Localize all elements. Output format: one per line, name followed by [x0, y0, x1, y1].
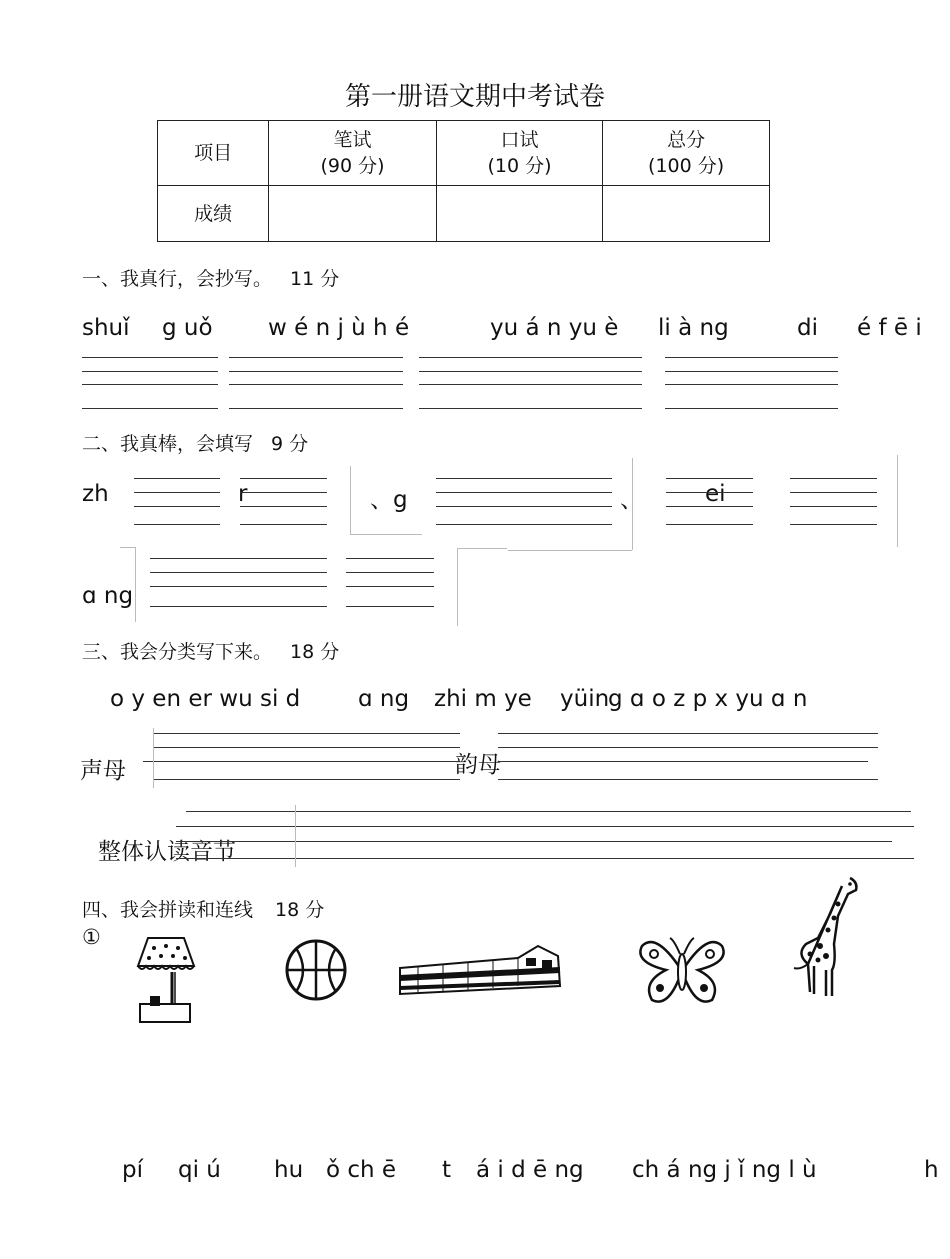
letters-group-5: g ɑ o z p x yu ɑ n: [608, 686, 808, 712]
row-label-score: 成绩: [158, 186, 269, 242]
train-icon: [398, 938, 562, 998]
pinyin-1: shuǐ: [82, 315, 130, 341]
score-cell-written[interactable]: [269, 186, 436, 242]
pinyin-t: t: [442, 1157, 452, 1183]
pinyin-qiu: qi ú: [178, 1157, 221, 1183]
score-cell-oral[interactable]: [436, 186, 602, 242]
pinyin-7: é f ē i: [857, 315, 922, 341]
fill-item-comma: 、: [620, 487, 643, 513]
basketball-icon: [284, 938, 348, 1002]
pinyin-aideng: á i d ē ng: [476, 1157, 584, 1183]
label-yunmu: 韵母: [455, 752, 501, 778]
header-total: 总分 (100 分): [603, 121, 770, 186]
fill-item-g: 、g: [370, 487, 408, 513]
butterfly-icon: [636, 932, 728, 1006]
pinyin-hu: hu: [274, 1157, 304, 1183]
fill-item-ei: ei: [705, 481, 726, 507]
letters-group-3: zhi m ye: [434, 686, 532, 712]
pinyin-5: li à ng: [658, 315, 729, 341]
section1-heading: 一、我真行，会抄写。 11 分: [82, 268, 340, 290]
label-zhengti: 整体认读音节: [98, 839, 236, 865]
score-cell-total[interactable]: [603, 186, 770, 242]
pinyin-6: di: [797, 315, 818, 341]
fill-item-ang: ɑ ng: [82, 583, 134, 609]
section3-heading: 三、我会分类写下来。 18 分: [82, 641, 340, 663]
pinyin-changjinglu: ch á ng j ǐ ng l ù: [632, 1157, 817, 1183]
letters-group-4: yüin: [560, 686, 610, 712]
lamp-icon: [134, 934, 198, 1026]
item-number: ①: [82, 925, 101, 949]
header-oral: 口试 (10 分): [436, 121, 602, 186]
score-table: [157, 120, 770, 242]
section4-heading: 四、我会拼读和连线 18 分: [82, 899, 325, 921]
pinyin-2: g uǒ: [162, 315, 213, 341]
fill-item-zh: zh: [82, 481, 109, 507]
pinyin-pi: pí: [122, 1157, 143, 1183]
fill-item-r: r: [238, 481, 248, 507]
section2-heading: 二、我真棒，会填写 9 分: [82, 433, 309, 455]
pinyin-oche: ǒ ch ē: [326, 1157, 397, 1183]
header-item: 项目: [158, 121, 269, 186]
page-title: 第一册语文期中考试卷: [344, 82, 605, 112]
pinyin-4: yu á n yu è: [490, 315, 619, 341]
pinyin-3: w é n j ù h é: [268, 315, 410, 341]
letters-group-2: ɑ ng: [358, 686, 410, 712]
label-shengmu: 声母: [80, 758, 126, 784]
giraffe-icon: [788, 874, 864, 1000]
header-written: 笔试 (90 分): [269, 121, 436, 186]
pinyin-h: h: [924, 1157, 939, 1183]
letters-group-1: o y en er wu si d: [110, 686, 301, 712]
